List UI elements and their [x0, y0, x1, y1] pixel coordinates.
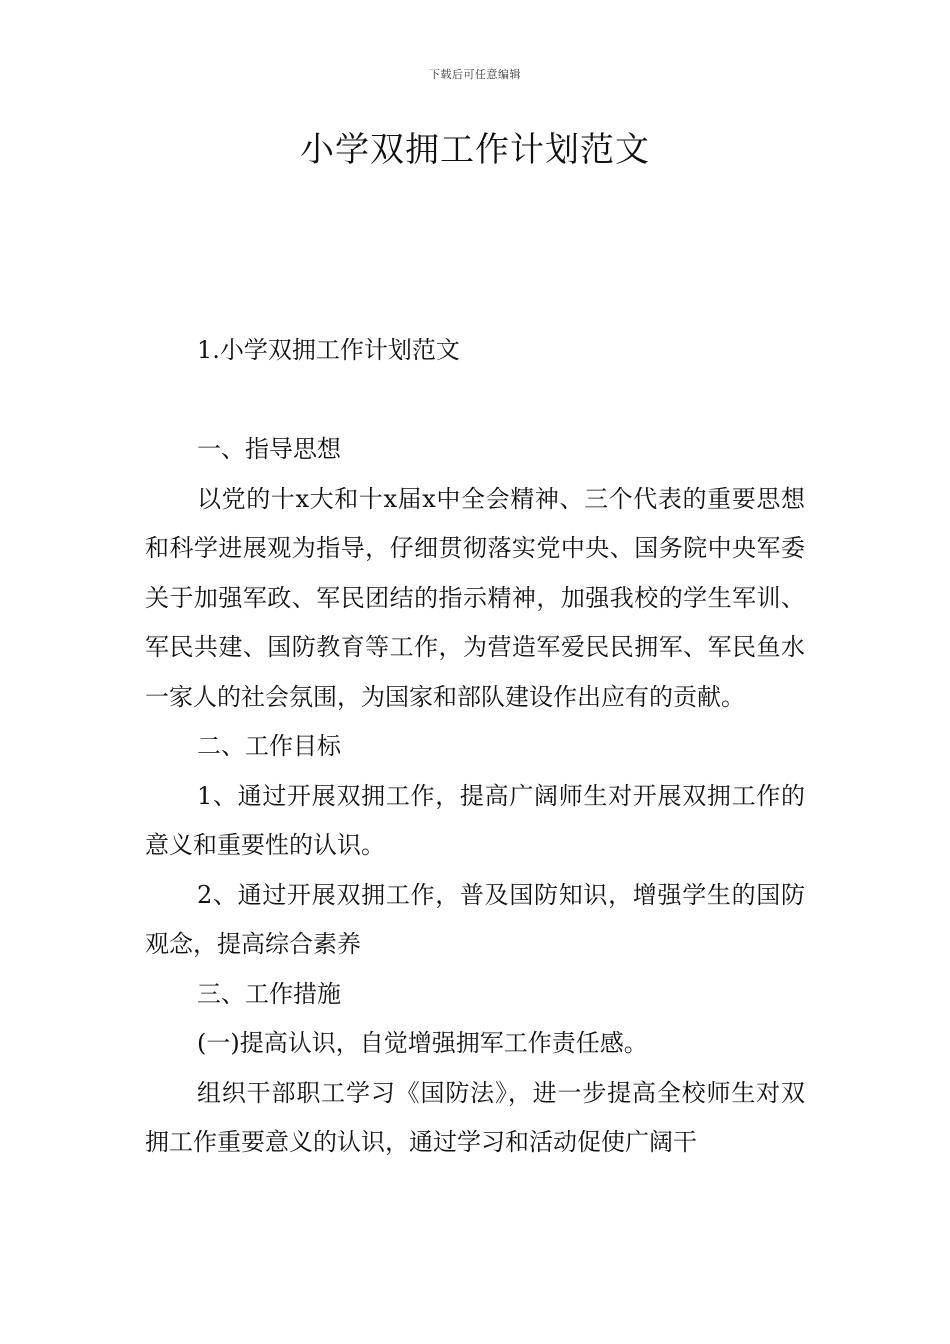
- paragraph-goal-2: 2、通过开展双拥工作，普及国防知识，增强学生的国防观念，提高综合素养: [145, 880, 805, 958]
- heading-work-goals: 二、工作目标: [197, 732, 341, 760]
- heading-guiding-thought: 一、指导思想: [197, 435, 341, 463]
- heading-work-measures: 三、工作措施: [197, 979, 341, 1008]
- document-body: [145, 326, 805, 1168]
- section-heading-1: 1.小学双拥工作计划范文: [197, 336, 460, 364]
- subheading-measure-1: (一)提高认识，自觉增强拥军工作责任感。: [197, 1029, 648, 1057]
- paragraph-goal-1: 1、通过开展双拥工作，提高广阔师生对开展双拥工作的意义和重要性的认识。: [145, 781, 805, 859]
- paragraph-measure-1: 组织干部职工学习《国防法》，进一步提高全校师生对双拥工作重要意义的认识，通过学习和活动促使广阔干: [145, 1078, 805, 1156]
- document-title: 小学双拥工作计划范文: [300, 130, 650, 170]
- paragraph-guiding-thought: 以党的十x大和十x届x中全会精神、三个代表的重要思想和科学进展观为指导，仔细贯彻落实党中央、国务院中央军委关于加强军政、军民团结的指示精神，加强我校的学生军训、军民共建、国防教育等工作，为营造军爱民民拥军、军民鱼水一家人的社会氛围，为国家和部队建设作出应有的贡献。: [145, 484, 805, 711]
- header-note: 下载后可任意编辑: [429, 68, 521, 81]
